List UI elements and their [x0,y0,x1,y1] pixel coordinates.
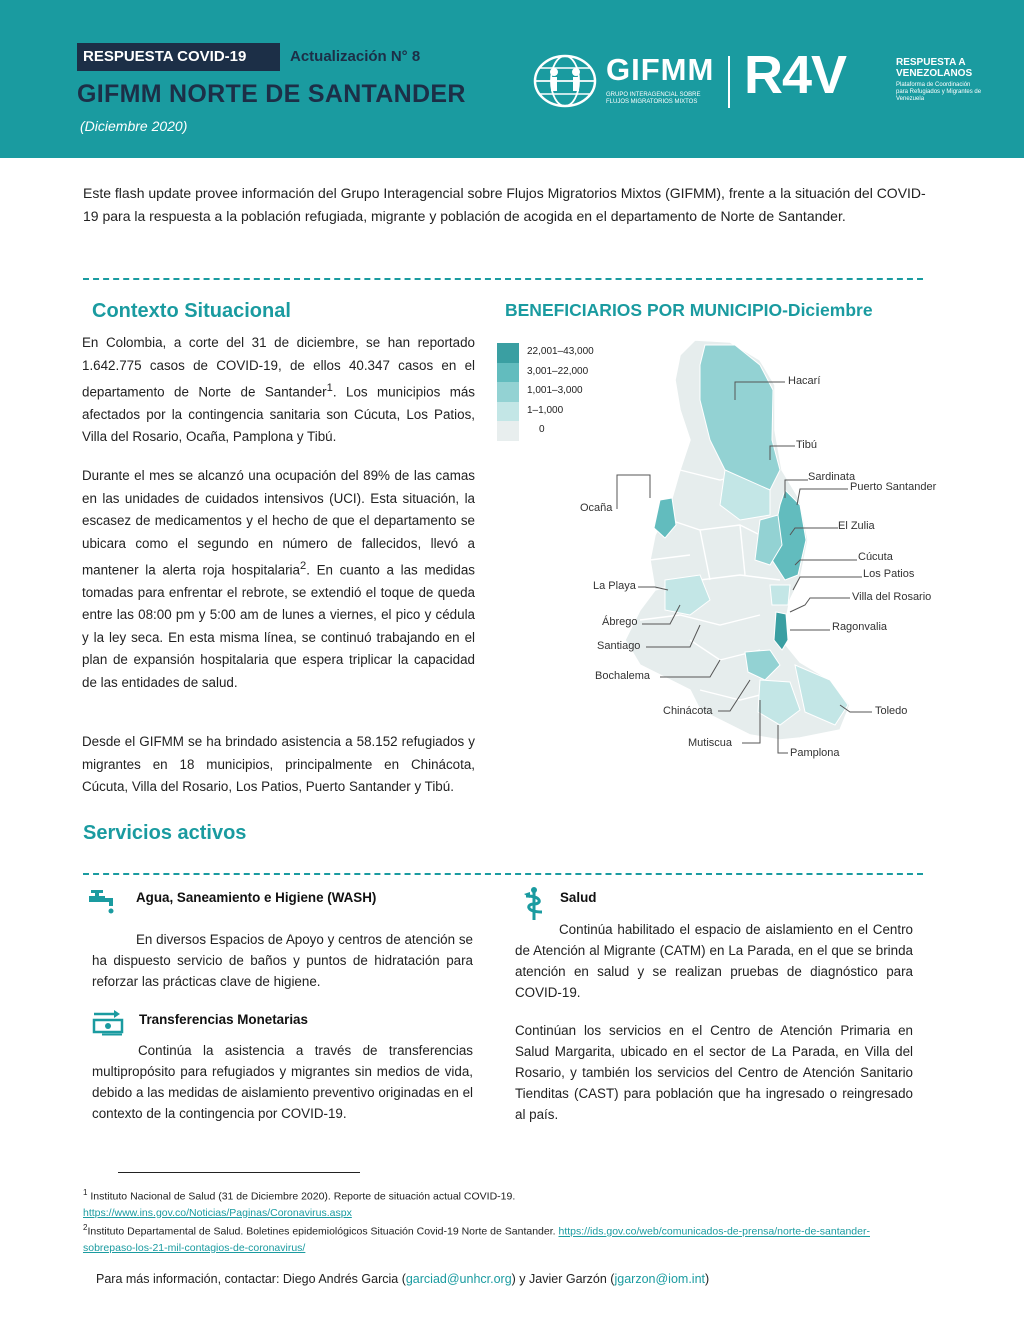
map-label-ocana: Ocaña [580,502,613,514]
cash-title: Transferencias Monetarias [139,1012,308,1027]
footnote-separator [118,1172,360,1173]
footnote-1-link[interactable]: https://www.ins.gov.co/Noticias/Paginas/Coronavirus.aspx [83,1206,352,1219]
health-text-2: Continúan los servicios en el Centro de Atención Primaria en Salud Margarita, ubicado en el sector de La Parada, en Villa del Rosario, y también los servicios del Centro de Atención Sanitario Tienditas (CAST) para población que ha ingresado o reingresado al país. [515,1023,913,1122]
r4v-logo-subtitle: Plataforma de Coordinación para Refugiados y Migrantes de Venezuela [896,82,982,102]
contact-line [96,1272,709,1286]
map-heading: BENEFICIARIOS POR MUNICIPIO-Diciembre [505,300,873,320]
map-label-toledo: Toledo [875,705,908,717]
gifmm-logo-text: GIFMM [606,52,715,87]
footnote-2 [83,1220,903,1256]
context-p2-text: Durante el mes se alcanzó una ocupación del 89% de las camas en las unidades de cuidados intensivos (UCI). Esta situación, la escasez de medicamentos y el hecho de que el departamento se ubicara como el segundo en número de fallecidos, llevó a mantener la alerta roja hospitalaria [82,468,475,578]
map-label-tibu: Tibú [796,439,817,451]
cash-text: Continúa la asistencia a través de transferencias multipropósito para refugiados y migrantes sin medios de vida, debido a las medidas de aislamiento preventivo originadas en el contexto de la contingencia por COVID-19. [92,1043,473,1121]
map-label-los-patios: Los Patios [863,568,915,580]
map-label-hacari: Hacarí [788,375,821,387]
footnote-2-number: 2 [83,1223,88,1232]
footnote-1-number: 1 [83,1188,88,1197]
map-label-puerto-santander: Puerto Santander [850,481,937,493]
health-caduceus-icon [520,886,548,922]
footnote-ref-1: 1 [326,382,333,394]
contact-text-mid: ) y Javier Garzón ( [511,1272,615,1286]
update-number: Actualización N° 8 [290,48,421,65]
wash-title: Agua, Saneamiento e Higiene (WASH) [136,890,377,905]
legend-label: 0 [539,424,545,435]
map-label-pamplona: Pamplona [790,747,840,759]
services-divider [83,873,923,875]
map-label-ragonvalia: Ragonvalia [832,621,888,633]
map-label-santiago: Santiago [597,640,641,652]
map-region-los-patios [770,585,790,605]
context-p1-text-end: . Los municipios más afectados por la contingencia sanitaria son Cúcuta, Los Patios, Villa del Rosario, Ocaña, Pamplona y Tibú. [82,384,476,445]
context-heading: Contexto Situacional [92,300,291,322]
health-title: Salud [560,890,597,905]
water-tap-icon [87,890,119,916]
footnote-1 [83,1185,943,1221]
legend-label: 1–1,000 [527,404,564,416]
cash-transfer-icon [92,1010,124,1036]
footnote-ref-2: 2 [299,560,307,572]
page-title: GIFMM NORTE DE SANTANDER [77,80,466,108]
wash-text: En diversos Espacios de Apoyo y centros de atención se ha dispuesto servicio de baños y puntos de hidratación para reforzar las prácticas clave de higiene. [92,932,473,989]
map-label-cucuta: Cúcuta [858,551,893,563]
context-paragraph-3: Desde el GIFMM se ha brindado asistencia a 58.152 refugiados y migrantes en 18 municipios, principalmente en Chinácota, Cúcuta, Villa del Rosario, Los Patios, Puerto Santander y Tibú. [82,734,475,794]
r4v-logo-title: RESPUESTA A VENEZOLANOS [896,57,973,79]
context-p1-text: En Colombia, a corte del 31 de diciembre, se han reportado 1.642.775 casos de COVID-19, de ellos 40.347 casos en el departamento de Norte de Santander [82,335,475,400]
health-text-1: Continúa habilitado el espacio de aislamiento en el Centro de Atención al Migrante (CATM) en La Parada, en el que se brinda atención en salud y se realizan pruebas de diagnóstico para COVID-19. [515,922,913,1000]
legend-label: 1,001–3,000 [527,385,583,396]
response-badge: RESPUESTA COVID-19 [77,43,280,71]
contact-email-garcia[interactable]: garciad@unhcr.org [405,1272,512,1286]
map-label-sardinata: Sardinata [808,471,856,483]
footnote-2-link[interactable]: https://ids.gov.co/web/comunicados-de-prensa/norte-de-santander-sobrepaso-los-21-mil-contagios-de-coronavirus/ [83,1225,870,1254]
map-label-bochalema: Bochalema [595,670,651,682]
gifmm-logo-subtitle: GRUPO INTERAGENCIAL SOBRE FLUJOS MIGRATORIOS MIXTOS [606,92,701,105]
contact-text: Para más información, contactar: Diego Andrés Garcia ( [96,1272,406,1286]
map-label-el-zulia: El Zulia [838,520,875,532]
legend-label: 22,001–43,000 [527,346,594,357]
context-p2-text-end: . En cuanto a las medidas tomadas para enfrentar el rebrote, se extendió el toque de queda entre las 08:00 pm y 5:00 am de lunes a viernes, el pico y cédula y la ley seca. En esta misma línea, se continuó trabajando en el plan de expansión hospitalaria que espera triplicar la capacidad de las entidades de salud. [82,562,475,690]
legend-label: 3,001–22,000 [527,365,589,377]
map-label-villa-rosario: Villa del Rosario [852,591,932,603]
map-label-mutiscua: Mutiscua [688,737,733,749]
footnote-1-text: Instituto Nacional de Salud (31 de Diciembre 2020). Reporte de situación actual COVID-19. [90,1190,516,1203]
r4v-logo-text: R4V [744,45,847,105]
map-label-la-playa: La Playa [593,580,636,592]
map-label-chinacota: Chinácota [663,705,713,717]
services-heading: Servicios activos [83,822,247,844]
contact-email-garzon[interactable]: jgarzon@iom.int [614,1272,705,1286]
contact-text-end: ) [705,1272,710,1286]
map-label-abrego: Ábrego [602,616,638,628]
intro-paragraph: Este flash update provee información del Grupo Interagencial sobre Flujos Migratorios Mixtos (GIFMM), frente a la situación del COVID-19 para la respuesta a la población refugiada, migrante y población de acogida en el departamento de Norte de Santander. [83,185,926,224]
report-date: (Diciembre 2020) [80,118,188,134]
footnote-2-text: Instituto Departamental de Salud. Boletines epidemiológicos Situación Covid-19 Norte de Santander. [87,1225,556,1238]
